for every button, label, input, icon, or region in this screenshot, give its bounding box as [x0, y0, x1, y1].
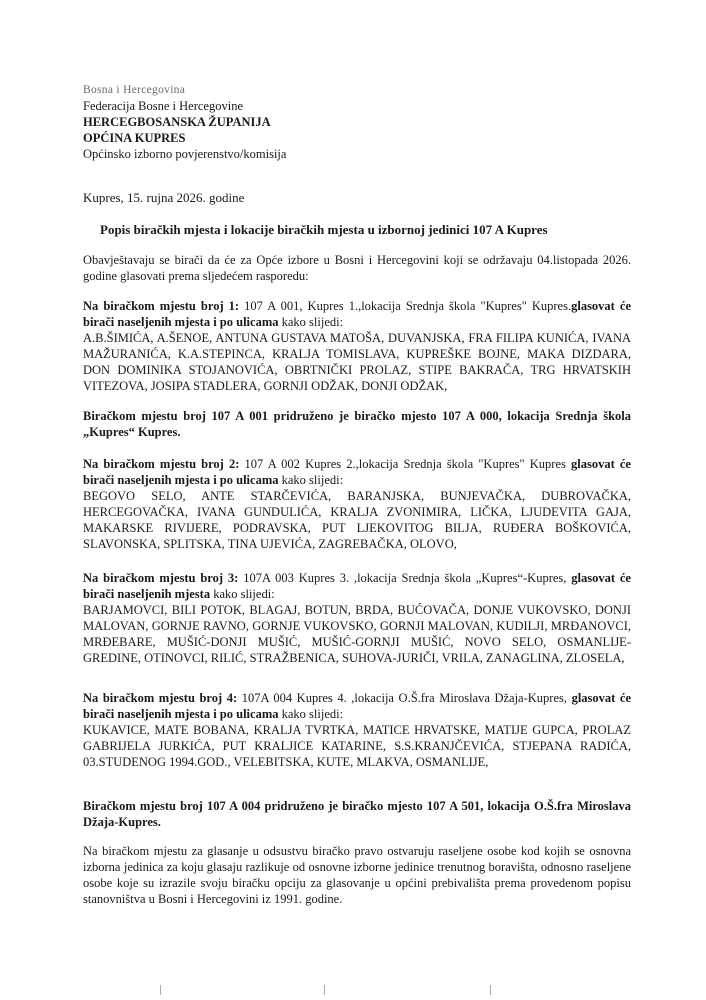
- station-4-voters: glasovat će birači naseljenih mjesta i po ulicama: [83, 691, 631, 721]
- station-1-street-list: A.B.ŠIMIĆA, A.ŠENOE, ANTUNA GUSTAVA MATOŠA, DUVANJSKA, FRA FILIPA KUNIĆA, IVANA MAŽURANIĆA, K.A.STEPINCA, KRALJA TOMISLAVA, KUPREŠKE BOJNE, MAKA DIZDARA, DON DOMINIKA STOJANOVIĆA, OBRTNIČKI PROLAZ, STIPE BAKRAČA, TRG HRVATSKIH VITEZOVA, JOSIPA STADLERA, GORNJI ODŽAK, DONJI ODŽAK,: [83, 331, 631, 393]
- polling-station-4: [83, 690, 631, 770]
- station-3-follow: kako slijedi:: [210, 587, 275, 601]
- station-2-lead: Na biračkom mjestu broj 2:: [83, 457, 240, 471]
- intro-paragraph: Obavještavaju se birači da će za Opće izbore u Bosni i Hercegovini koji se održavaju 04.listopada 2026. godine glasovati prema sljedećem rasporedu:: [83, 253, 631, 283]
- station-2-street-list: BEGOVO SELO, ANTE STARČEVIĆA, BARANJSKA, BUNJEVAČKA, DUBROVAČKA, HERCEGOVAČKA, IVANA GUNDULIĆA, KRALJA ZVONIMIRA, LIČKA, LJUDEVITA GAJA, MAKARSKE RIVIJERE, PODRAVSKA, PUT LJEKOVITOG BILJA, RUĐERA BOŠKOVIĆA, SLAVONSKA, SPLITSKA, TINA UJEVIĆA, ZAGREBAČKA, OLOVO,: [83, 489, 631, 551]
- scan-mark: [324, 985, 325, 995]
- station-2-location: 107 A 002 Kupres 2.,lokacija Srednja škola "Kupres" Kupres: [239, 457, 571, 471]
- canton-line: HERCEGBOSANSKA ŽUPANIJA: [83, 115, 271, 129]
- scan-edge-marks: [0, 985, 706, 997]
- municipality-line: OPĆINA KUPRES: [83, 131, 186, 145]
- letterhead: [83, 82, 286, 162]
- polling-station-2: [83, 456, 631, 552]
- station-1-follow: kako slijedi:: [278, 315, 344, 329]
- station-1-location: 107 A 001, Kupres 1.,lokacija Srednja škola "Kupres" Kupres.: [239, 299, 572, 313]
- absentee-voting-paragraph: Na biračkom mjestu za glasanje u odsustvu biračko pravo ostvaruju raseljene osobe kod kojih se osnovna izborna jedinica za koju glasaju razlikuje od osnovne izborne jedinice trenutnog boravišta, odnosno raseljene osobe koje su izrazile svoju biračku opciju za glasovanje u općini prebivališta prema provedenom popisu stanovništva u Bosni i Hercegovini iz 1991. godine.: [83, 844, 631, 906]
- station-3-lead: Na biračkom mjestu broj 3:: [83, 571, 239, 585]
- polling-station-3: [83, 570, 631, 666]
- station-4-note: Biračkom mjestu broj 107 A 004 pridruženo je biračko mjesto 107 A 501, lokacija O.Š.fra Miroslava Džaja-Kupres.: [83, 799, 631, 829]
- station-1-note: Biračkom mjestu broj 107 A 001 pridruženo je biračko mjesto 107 A 000, lokacija Srednja škola „Kupres“ Kupres.: [83, 409, 631, 439]
- document-title: Popis biračkih mjesta i lokacije biračkih mjesta u izbornoj jedinici 107 A Kupres: [100, 222, 548, 237]
- scan-mark: [160, 985, 161, 995]
- scan-mark: [490, 985, 491, 995]
- station-3-village-list: BARJAMOVCI, BILI POTOK, BLAGAJ, BOTUN, BRDA, BUĆOVAČA, DONJE VUKOVSKO, DONJI MALOVAN, GORNJE RAVNO, GORNJE VUKOVSKO, GORNJI MALOVAN, KUDILJI, MRĐANOVCI, MRĐEBARE, MUŠIĆ-DONJI MUŠIĆ, MUŠIĆ-GORNJI MUŠIĆ, NOVO SELO, OSMANLIJE-GREDINE, OTINOVCI, RILIĆ, STRAŽBENICA, SUHOVA-JURIČI, VRILA, ZANAGLINA, ZLOSELA,: [83, 603, 631, 665]
- station-1-lead: Na biračkom mjestu broj 1:: [83, 299, 240, 313]
- country-line: Bosna i Hercegovina: [83, 84, 186, 96]
- station-4-street-list: KUKAVICE, MATE BOBANA, KRALJA TVRTKA, MATICE HRVATSKE, MATIJE GUPCA, PROLAZ GABRIJELA JURKIĆA, PUT KRALJICE KATARINE, S.S.KRANJČEVIĆA, STJEPANA RADIĆA, 03.STUDENOG 1994.GOD., VELEBITSKA, KUTE, MLAKVA, OSMANLIJE,: [83, 723, 631, 769]
- station-2-follow: kako slijedi:: [278, 473, 344, 487]
- commission-line: Općinsko izborno povjerenstvo/komisija: [83, 147, 287, 161]
- document-date: Kupres, 15. rujna 2026. godine: [83, 190, 245, 205]
- station-1-voters: glasovat će birači naseljenih mjesta i po ulicama: [83, 299, 631, 329]
- station-3-location: 107A 003 Kupres 3. ,lokacija Srednja škola „Kupres“-Kupres,: [238, 571, 572, 585]
- station-4-lead: Na biračkom mjestu broj 4:: [83, 691, 238, 705]
- station-2-voters: glasovat će birači naseljenih mjesta i po ulicama: [83, 457, 631, 487]
- station-3-voters: glasovat će birači naseljenih mjesta: [83, 571, 631, 601]
- polling-station-1: [83, 298, 631, 394]
- station-4-follow: kako slijedi:: [278, 707, 344, 721]
- station-4-location: 107A 004 Kupres 4. ,lokacija O.Š.fra Miroslava Džaja-Kupres,: [237, 691, 572, 705]
- federation-line: Federacija Bosne i Hercegovine: [83, 99, 244, 113]
